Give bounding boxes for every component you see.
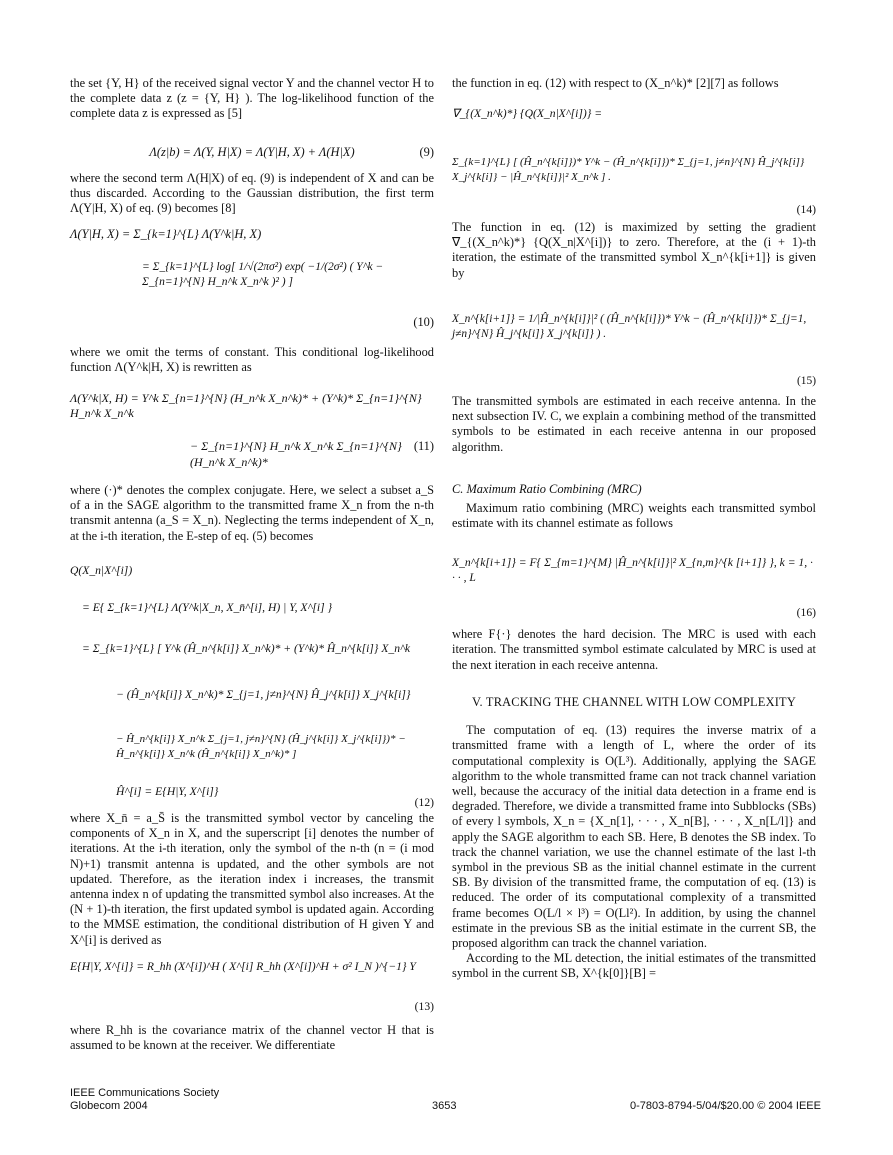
equation-13 bbox=[70, 959, 434, 1023]
equation-16 bbox=[452, 555, 816, 627]
equation-line: − Σ_{n=1}^{N} H_n^k X_n^k Σ_{n=1}^{N} (H_n^k X_n^k)* bbox=[190, 439, 402, 469]
paragraph: the function in eq. (12) with respect to (X_n^k)* [2][7] as follows bbox=[452, 76, 779, 90]
paragraph: where R_hh is the covariance matrix of the channel vector H that is assumed to be known at the receiver. We differentiate bbox=[70, 1023, 434, 1053]
left-column bbox=[70, 76, 434, 1053]
footer-society: IEEE Communications Society bbox=[70, 1087, 220, 1099]
equation-number: (15) bbox=[797, 375, 816, 387]
equation-line: = Σ_{k=1}^{L} [ Y^k (Ĥ_n^{k[i]} X_n^k)* + (Y^k)* Ĥ_n^{k[i]} X_n^k bbox=[82, 642, 411, 656]
equation-15 bbox=[452, 312, 816, 394]
equation-line: Ĥ^[i] = E{H|Y, X^[i]} bbox=[116, 785, 219, 799]
equation-body: Λ(z|b) = Λ(Y, H|X) = Λ(Y|H, X) + Λ(H|X) bbox=[149, 145, 355, 159]
equation-line: ∇_{(X_n^k)*} {Q(X_n|X^[i])} = bbox=[452, 107, 603, 120]
paragraph: The transmitted symbols are estimated in each receive antenna. In the next subsection IV. C, we explain a combining method of the transmitted symbols to be estimated in each receive antenna in our proposed algorithm. bbox=[452, 394, 816, 454]
equation-number: (9) bbox=[419, 145, 434, 159]
equation-10 bbox=[70, 227, 434, 345]
paragraph: Maximum ratio combining (MRC) weights each transmitted symbol estimate with its channel estimate as follows bbox=[452, 501, 816, 531]
equation-line: X_n^{k[i+1]} = 1/|Ĥ_n^{k[i]}|² ( (Ĥ_n^{k[i]})* Y^k − (Ĥ_n^{k[i]})* Σ_{j=1, j≠n}^{N} Ĥ_j^{k[i]} X_j^{k[i]} ) . bbox=[452, 313, 807, 341]
paragraph: The function in eq. (12) is maximized by setting the gradient ∇_{(X_n^k)*} {Q(X_n|X^[i])} to zero. Therefore, at the (i + 1)-th iteration, the estimate of the transmitted symbol X_n^{k[i+1]} is given by bbox=[452, 220, 816, 280]
equation-number: (11) bbox=[413, 439, 434, 453]
equation-number: (16) bbox=[796, 606, 816, 620]
equation-line: E{H|Y, X^[i]} = R_hh (X^[i])^H ( X^[i] R_hh (X^[i])^H + σ² I_N )^{−1} Y bbox=[70, 960, 416, 973]
equation-line: − Ĥ_n^{k[i]} X_n^k Σ_{j=1, j≠n}^{N} (Ĥ_j^{k[i]} X_j^{k[i]})* − Ĥ_n^{k[i]} X_n^k (Ĥ_n^{k[i]} X_n^k)* ] bbox=[116, 732, 406, 761]
equation-number: (10) bbox=[413, 315, 434, 329]
equation-line: Λ(Y^k|X, H) = Y^k Σ_{n=1}^{N} (H_n^k X_n^k)* + (Y^k)* Σ_{n=1}^{N} H_n^k X_n^k bbox=[70, 391, 422, 421]
equation-line: Q(X_n|X^[i]) bbox=[70, 564, 133, 577]
paragraph: where X_n̄ = a_S̄ is the transmitted symbol vector by canceling the components of X_n in X, and the superscript [i] denotes the number of iterations. At the i-th iteration, only the symbol of the n-th (n = (i mod N)+1) transmit antenna is updated, and the other symbols are not updated. Therefore, as the iteration index i increases, the transmit antenna index n of updating the transmitted symbol also increases. At the (N + 1)-th iteration, the first updated symbol is updated again. According to the MMSE estimation, the conditional distribution of H given Y and X^[i] is derived as bbox=[70, 811, 434, 947]
equation-line: = E{ Σ_{k=1}^{L} Λ(Y^k|X_n, X_n̄^[i], H) | Y, X^[i] } bbox=[82, 601, 333, 615]
equation-line: = Σ_{k=1}^{L} log[ 1/√(2πσ²) exp( −1/(2σ²) ( Y^k − Σ_{n=1}^{N} H_n^k X_n^k )² ) ] bbox=[142, 261, 384, 289]
right-column bbox=[452, 76, 816, 982]
equation-number: (13) bbox=[414, 1000, 434, 1013]
paragraph: The computation of eq. (13) requires the inverse matrix of a transmitted frame with a length of L, where the order of its computational complexity is O(L³). Additionally, applying the SAGE algorithm to the whole transmitted frame can not track channel variation well, because the accuracy of the initial data detection in a frame end is degraded. Therefore, we divide a transmitted frame into Subblocks (SBs) of every l symbols, X_n = {X_n[1], · · · , X_n[B], · · · , X_n[L/l]} and apply the SAGE algorithm to each SB. Here, B denotes the SB index. To track the channel variation, we use the channel estimate of the last l-th symbol in the previous SB as the initial channel estimate in the current SB. By division of the transmitted frame, the computation of eq. (13) is reduced. The order of its computational complexity of a transmitted frame becomes O(L/l × l³) = O(Ll²). In addition, by using the channel estimate in the previous SB as the initial estimate in the current SB, the proposed algorithm can track the channel variation. bbox=[452, 723, 816, 951]
paragraph: According to the ML detection, the initial estimates of the transmitted symbol in the current SB, X^{k[0]}[B] = bbox=[452, 951, 816, 981]
paragraph: where F{·} denotes the hard decision. The MRC is used with each iteration. The transmitted symbol estimate calculated by MRC is used at the next iteration in each receive antenna. bbox=[452, 627, 816, 672]
equation-12 bbox=[70, 563, 434, 811]
footer-page-number: 3653 bbox=[432, 1100, 457, 1112]
equation-line: Λ(Y|H, X) = Σ_{k=1}^{L} Λ(Y^k|H, X) bbox=[70, 227, 262, 241]
equation-number: (14) bbox=[796, 203, 816, 216]
equation-9 bbox=[70, 145, 434, 163]
footer-conference: Globecom 2004 bbox=[70, 1100, 148, 1112]
equation-line: − (Ĥ_n^{k[i]} X_n^k)* Σ_{j=1, j≠n}^{N} Ĥ_j^{k[i]} X_j^{k[i]} bbox=[116, 687, 411, 701]
paragraph: where (·)* denotes the complex conjugate. Here, we select a subset a_S of a in the SAGE algorithm to the transmitted frame X_n from the n-th transmit antenna (a_S = X_n). Neglecting the terms independent of X_n, at the i-th iteration, the E-step of eq. (5) becomes bbox=[70, 483, 434, 543]
paragraph: where we omit the terms of constant. This conditional log-likelihood function Λ(Y^k|H, X) is rewritten as bbox=[70, 345, 434, 375]
equation-number: (12) bbox=[414, 796, 434, 809]
footer-code: 0-7803-8794-5/04/$20.00 © 2004 IEEE bbox=[630, 1100, 821, 1112]
paragraph: the set {Y, H} of the received signal vector Y and the channel vector H to the complete data z (z = {Y, H} ). The log-likelihood function of the complete data z is expressed as [5] bbox=[70, 76, 434, 121]
section-heading: C. Maximum Ratio Combining (MRC) bbox=[452, 482, 642, 496]
equation-line: Σ_{k=1}^{L} [ (Ĥ_n^{k[i]})* Y^k − (Ĥ_n^{k[i]})* Σ_{j=1, j≠n}^{N} Ĥ_j^{k[i]} X_j^{k[i]} − |Ĥ_n^{k[i]}|² X_n^k ] . bbox=[452, 156, 805, 184]
equation-line: X_n^{k[i+1]} = F{ Σ_{m=1}^{M} |Ĥ_n^{k[i]}|² X_{n,m}^{k [i+1]} }, k = 1, · · · , L bbox=[452, 556, 813, 585]
footer-left bbox=[70, 1087, 219, 1113]
section-title: V. TRACKING THE CHANNEL WITH LOW COMPLEXITY bbox=[472, 695, 796, 710]
equation-11 bbox=[70, 391, 434, 483]
paragraph: where the second term Λ(H|X) of eq. (9) is independent of X and can be thus discarded. According to the Gaussian distribution, the first term Λ(Y|H, X) of eq. (9) becomes [8] bbox=[70, 171, 434, 216]
equation-14 bbox=[452, 106, 816, 220]
